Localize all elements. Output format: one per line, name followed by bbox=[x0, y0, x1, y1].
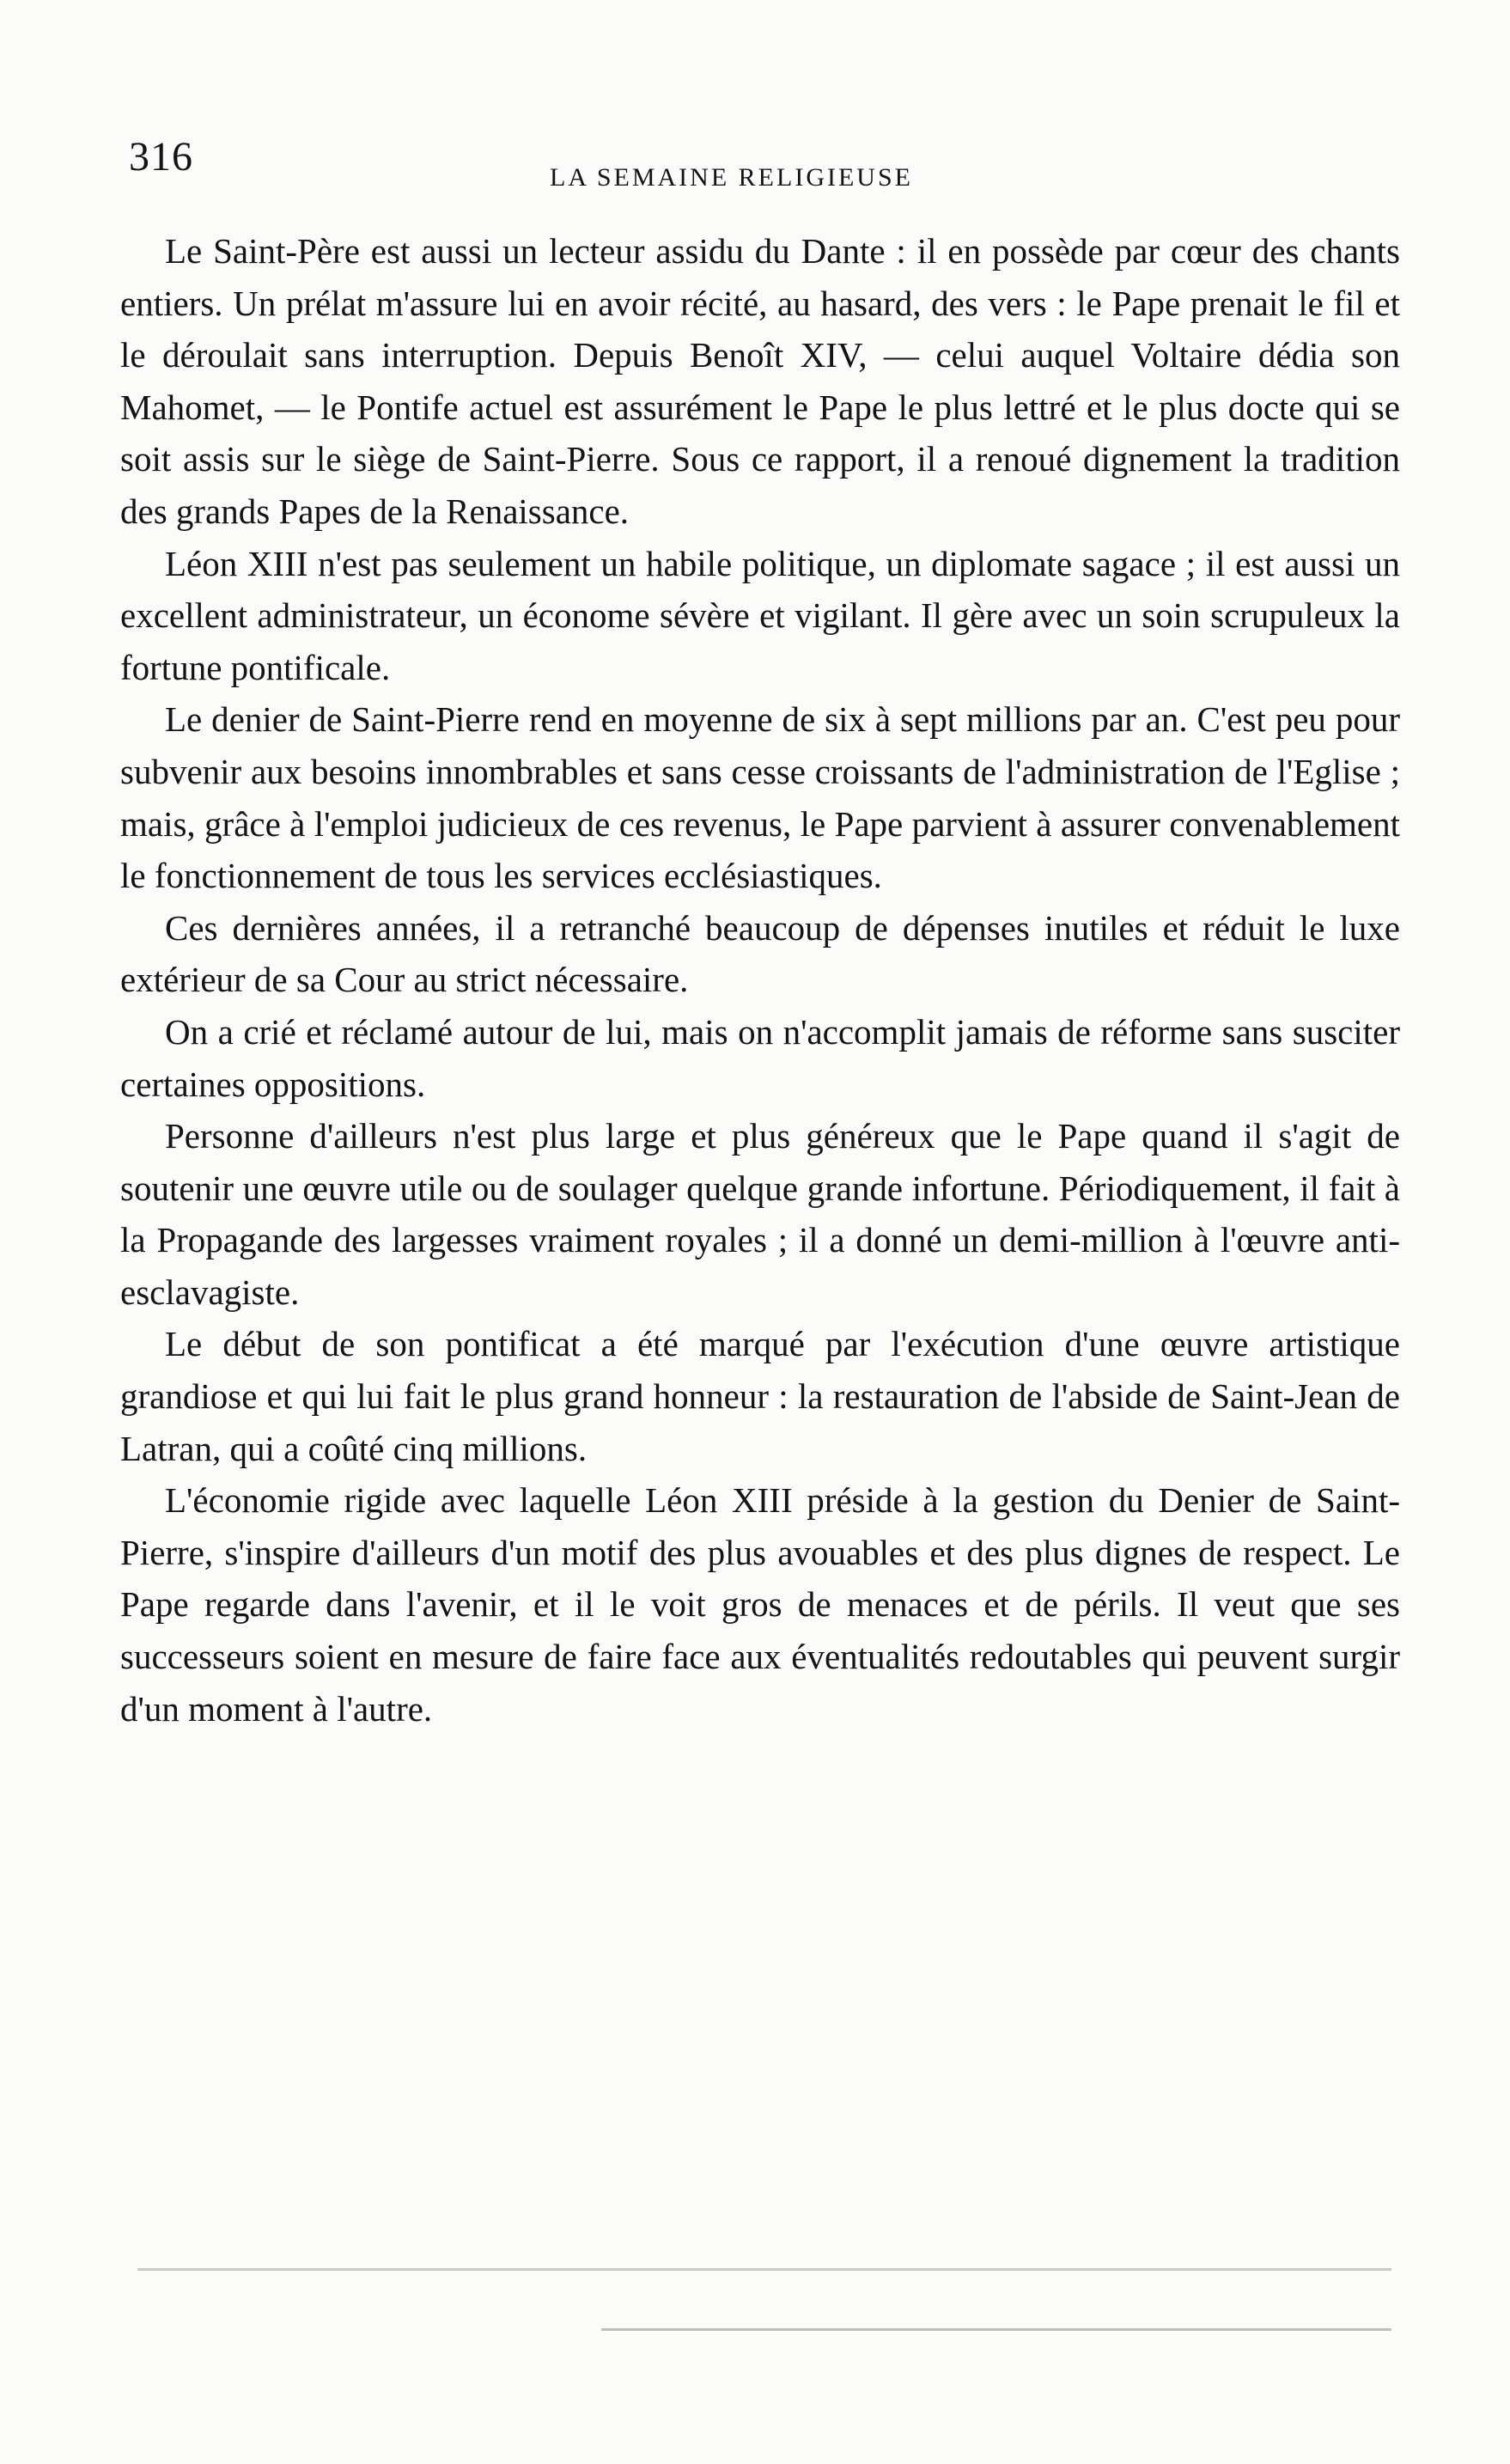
paragraph: Léon XIII n'est pas seulement un habile politique, un diplomate sagace ; il est aussi un excellent administrateur, un économe sévère et vigilant. Il gère avec un soin scrupuleux la fortune pontificale. bbox=[120, 543, 1400, 687]
running-head: LA SEMAINE RELIGIEUSE bbox=[550, 163, 913, 192]
body-text bbox=[120, 225, 1400, 1735]
paragraph: Le denier de Saint-Pierre rend en moyenne de six à sept millions par an. C'est peu pour subvenir aux besoins innombrables et sans cesse croissants de l'administration de l'Eglise ; mais, grâce à l'emploi judicieux de ces revenus, le Pape parvient à assurer convenablement le fonctionnement de tous les services ecclésiastiques. bbox=[120, 699, 1400, 896]
page-number: 316 bbox=[129, 134, 193, 180]
paragraph: Ces dernières années, il a retranché beaucoup de dépenses inutiles et réduit le luxe extérieur de sa Cour au strict nécessaire. bbox=[120, 907, 1400, 1000]
paragraph: On a crié et réclamé autour de lui, mais on n'accomplit jamais de réforme sans susciter certaines oppositions. bbox=[120, 1011, 1400, 1104]
illegible-line bbox=[137, 2268, 1391, 2271]
paragraph: Personne d'ailleurs n'est plus large et plus généreux que le Pape quand il s'agit de soutenir une œuvre utile ou de soulager quelque grande infortune. Périodiquement, il fait à la Propagande des largesses vraiment royales ; il a donné un demi-million à l'œuvre anti-esclavagiste. bbox=[120, 1116, 1400, 1312]
paragraph: Le Saint-Père est aussi un lecteur assidu du Dante : il en possède par cœur des chants entiers. Un prélat m'assure lui en avoir récité, au hasard, des vers : le Pape prenait le fil et le déroulait sans interruption. Depuis Benoît XIV, — celui auquel Voltaire dédia son Mahomet, — le Pontife actuel est assurément le Pape le plus lettré et le plus docte qui se soit assis sur le siège de Saint-Pierre. Sous ce rapport, il a renoué dignement la tradition des grands Papes de la Renaissance. bbox=[120, 231, 1400, 531]
illegible-line bbox=[601, 2328, 1391, 2331]
paragraph: L'économie rigide avec laquelle Léon XIII préside à la gestion du Denier de Saint-Pierre, s'inspire d'ailleurs d'un motif des plus avouables et des plus dignes de respect. Le Pape regarde dans l'avenir, et il le voit gros de menaces et de périls. Il veut que ses successeurs soient en mesure de faire face aux éventualités redoutables qui peuvent surgir d'un moment à l'autre. bbox=[120, 1480, 1400, 1729]
illegible-bottom-lines bbox=[120, 2234, 1400, 2363]
paragraph: Le début de son pontificat a été marqué par l'exécution d'une œuvre artistique grandiose et qui lui fait le plus grand honneur : la restauration de l'abside de Saint-Jean de Latran, qui a coûté cinq millions. bbox=[120, 1324, 1400, 1468]
